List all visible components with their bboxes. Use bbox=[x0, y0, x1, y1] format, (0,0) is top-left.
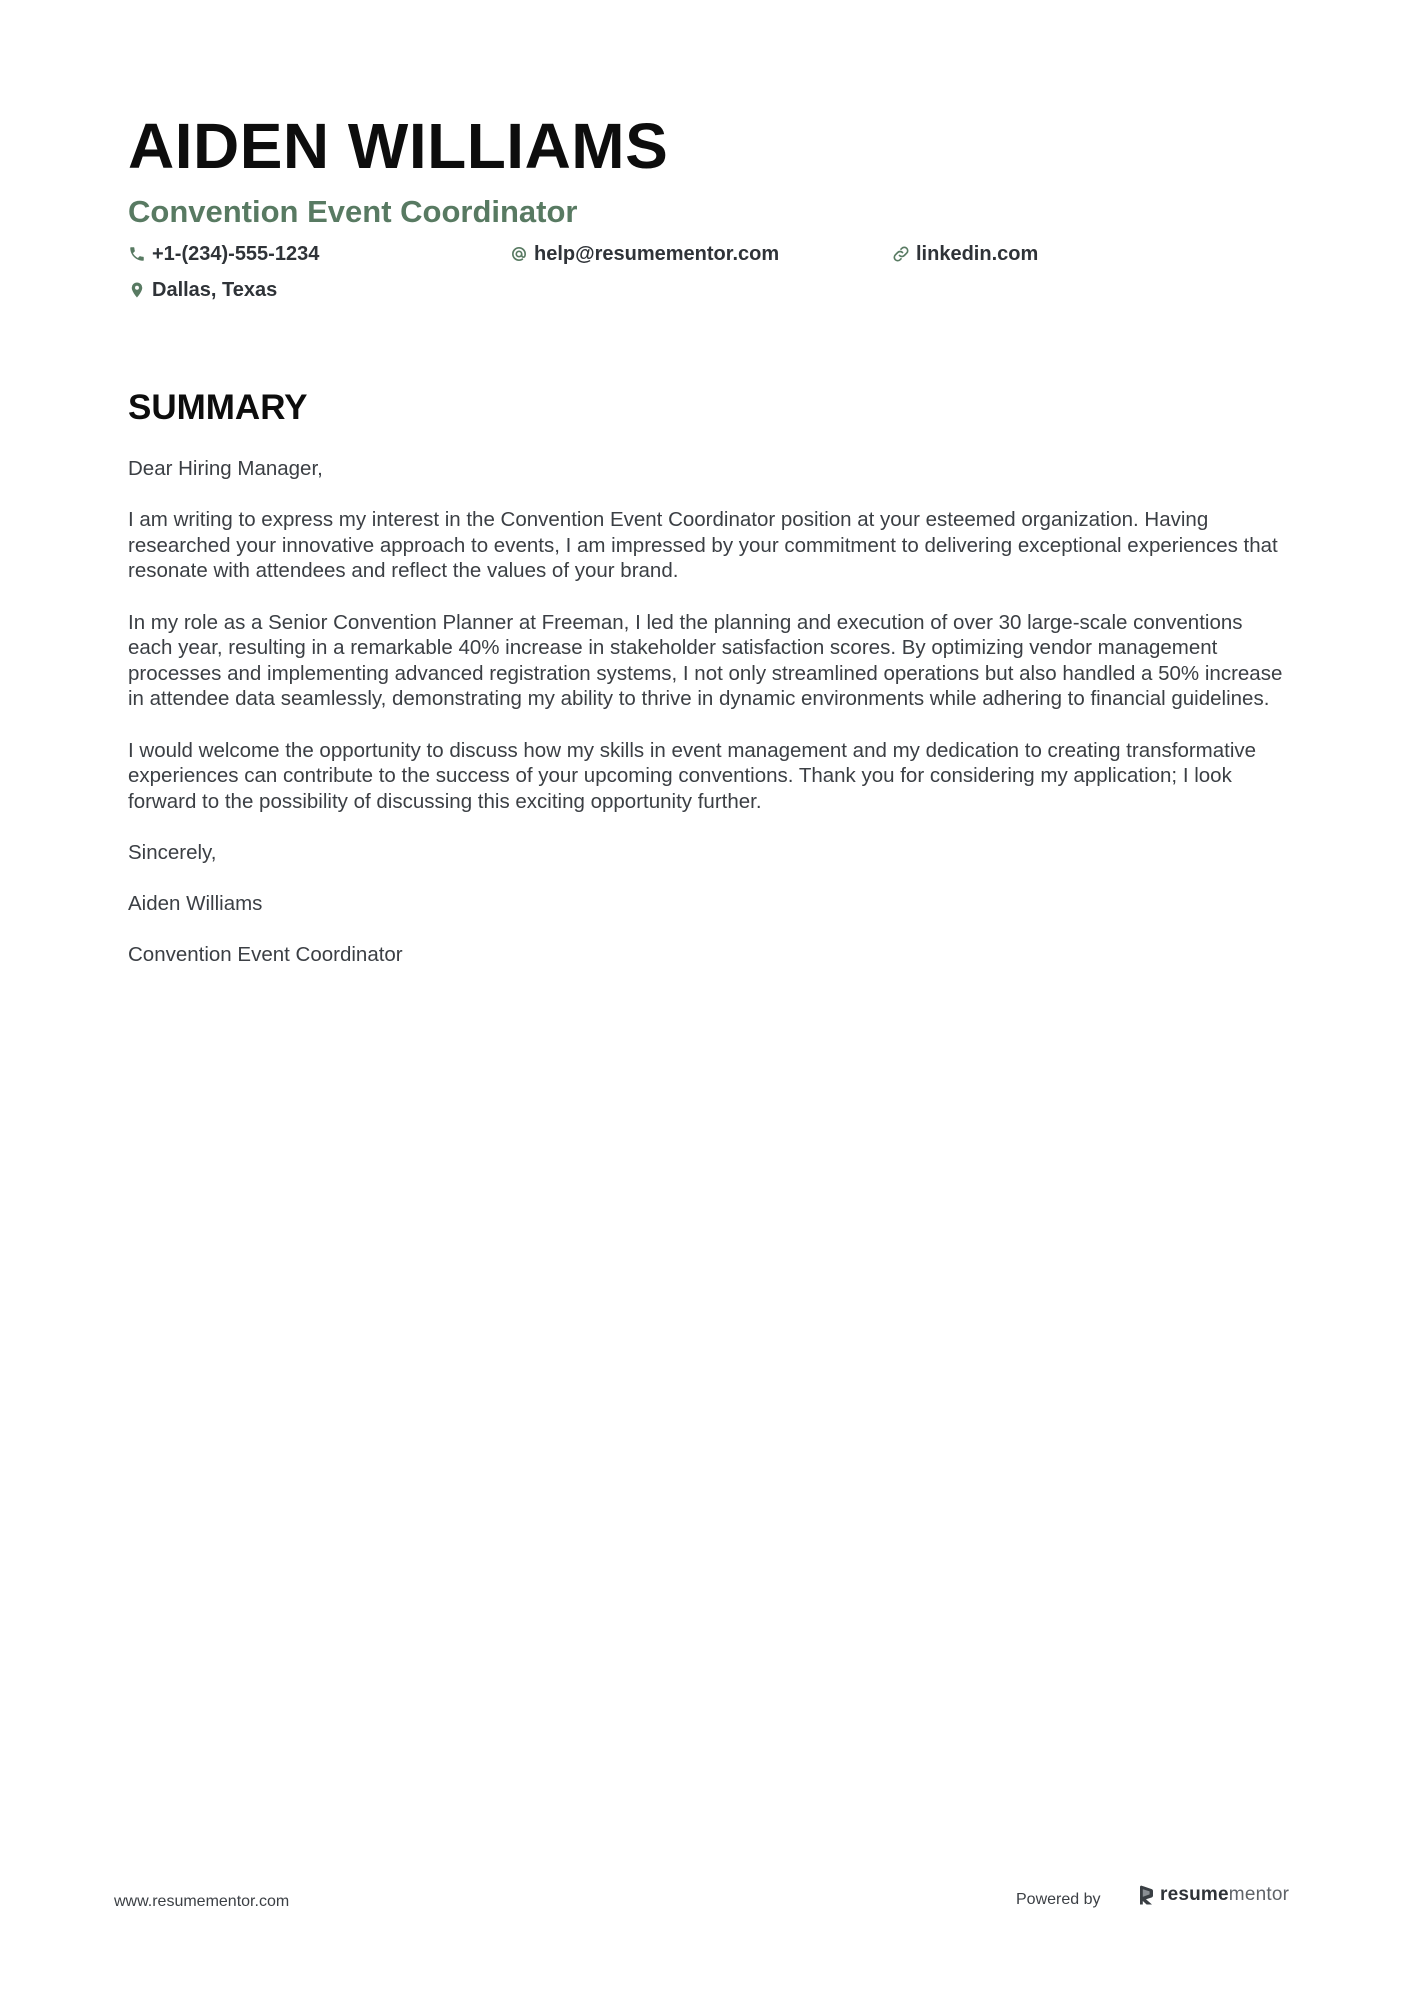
brand-light: mentor bbox=[1228, 1884, 1290, 1905]
brand-bold: resume bbox=[1160, 1884, 1229, 1905]
sign-off: Sincerely, bbox=[128, 840, 217, 864]
contact-phone bbox=[128, 241, 319, 267]
location-text: Dallas, Texas bbox=[152, 279, 278, 301]
applicant-name: AIDEN WILLIAMS bbox=[128, 110, 669, 182]
powered-by-label: Powered by bbox=[1016, 1891, 1101, 1908]
paragraph-experience: In my role as a Senior Convention Planner at Freeman, I led the planning and execution of over 30 large-scale conventions each year, resulting in a remarkable 40% increase in stakeholder satisfaction scores. By optimizing vendor management processes and implementing advanced registration systems, I not only streamlined operations but also handled a 50% increase in attendee data seamlessly, demonstrating my ability to thrive in dynamic environments while adhering to financial guidelines. bbox=[128, 610, 1283, 711]
signature-title: Convention Event Coordinator bbox=[128, 943, 403, 967]
contact-email bbox=[510, 241, 779, 267]
linkedin-text: linkedin.com bbox=[916, 243, 1039, 265]
salutation: Dear Hiring Manager, bbox=[128, 457, 323, 480]
phone-icon bbox=[128, 245, 146, 263]
brand-logo bbox=[1138, 1884, 1289, 1906]
paragraph-closing: I would welcome the opportunity to discuss how my skills in event management and my dedication to creating transformative experiences can contribute to the success of your upcoming conventions. Thank you for considering my application; I look forward to the possibility of discussing this exciting opportunity further. bbox=[128, 738, 1257, 813]
at-icon bbox=[510, 245, 528, 263]
resumementor-logo-icon bbox=[1138, 1884, 1156, 1906]
letter-body bbox=[128, 456, 1288, 993]
contact-location bbox=[128, 277, 277, 303]
email-text: help@resumementor.com bbox=[534, 243, 780, 265]
contact-linkedin bbox=[892, 241, 1038, 267]
link-icon bbox=[892, 245, 910, 263]
footer-url: www.resumementor.com bbox=[114, 1893, 290, 1910]
summary-heading: SUMMARY bbox=[128, 388, 308, 427]
location-pin-icon bbox=[128, 281, 146, 299]
signature-name: Aiden Williams bbox=[128, 892, 263, 916]
phone-text: +1-(234)-555-1234 bbox=[152, 243, 320, 265]
brand-wordmark bbox=[1160, 1884, 1289, 1906]
job-title: Convention Event Coordinator bbox=[128, 194, 578, 229]
paragraph-intro: I am writing to express my interest in the Convention Event Coordinator position at your esteemed organization. Having researched your innovative approach to events, I am impressed by your commitment to delivering exceptional experiences that resonate with attendees and reflect the values of your brand. bbox=[128, 508, 1278, 583]
